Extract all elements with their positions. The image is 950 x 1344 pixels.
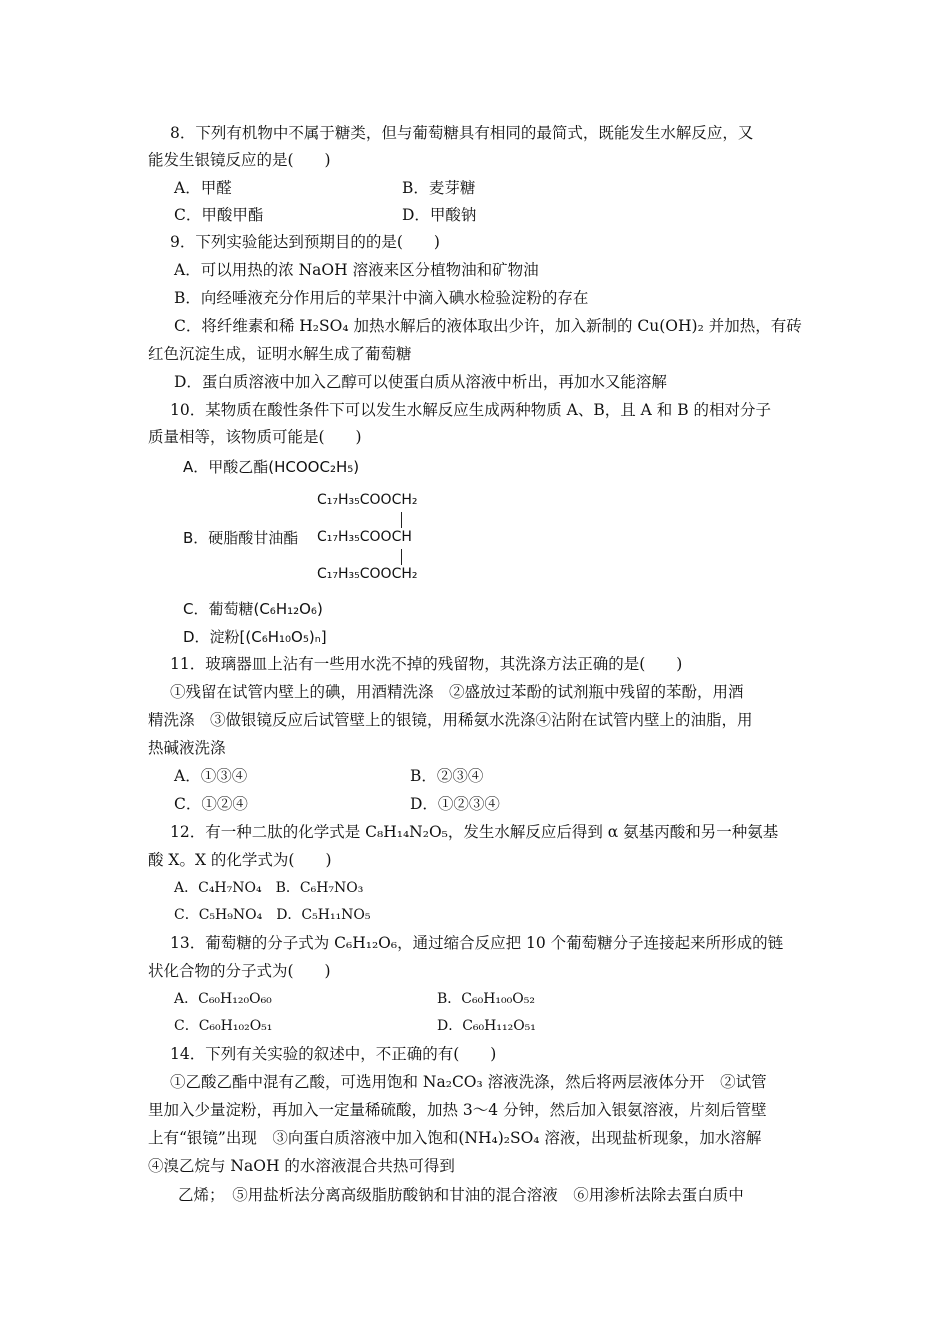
q9-option-c-line2: 红色沉淀生成，证明水解生成了葡萄糖 [148,345,412,363]
q10-stem-line2: 质量相等，该物质可能是( ) [148,428,362,446]
q8-stem-line1: 8．下列有机物中不属于糖类，但与葡萄糖具有相同的最简式，既能发生水解反应，又 [170,124,754,142]
q14-text-line5: 乙烯； ⑤用盐析法分离高级脂肪酸钠和甘油的混合溶液 ⑥用渗析法除去蛋白质中 [178,1186,744,1204]
q11-stem: 11．玻璃器皿上沾有一些用水洗不掉的残留物，其洗涤方法正确的是( ) [170,655,683,673]
q14-stem: 14．下列有关实验的叙述中，不正确的有( ) [170,1045,497,1063]
q14-text-line3: 上有“银镜”出现 ③向蛋白质溶液中加入饱和(NH₄)₂SO₄ 溶液，出现盐析现象，加水溶解 [148,1129,762,1147]
q11-text-line3: 热碱液洗涤 [148,739,226,757]
structure-line2: C₁₇H₃₅COOCH [317,529,412,545]
q14-text-line4: ④溴乙烷与 NaOH 的水溶液混合共热可得到 [148,1157,455,1175]
q8-option-d: D．甲酸钠 [402,206,477,224]
q9-option-a: A．可以用热的浓 NaOH 溶液来区分植物油和矿物油 [174,261,539,279]
q11-option-a: A．①③④ [174,767,248,785]
q10-option-d: D．淀粉[(C₆H₁₀O₅)ₙ] [183,628,327,646]
q9-option-b: B．向经唾液充分作用后的苹果汁中滴入碘水检验淀粉的存在 [174,289,589,307]
q8-stem-line2: 能发生银镜反应的是( ) [148,151,331,169]
structure-line3: C₁₇H₃₅COOCH₂ [317,566,418,582]
q10-option-a: A．甲酸乙酯(HCOOC₂H₅) [183,458,360,476]
q8-option-a: A．甲醛 [174,179,232,197]
q12-options-ab: A．C₄H₇NO₄ B．C₆H₇NO₃ [174,880,364,896]
q9-option-d: D．蛋白质溶液中加入乙醇可以使蛋白质从溶液中析出，再加水又能溶解 [174,373,667,391]
q13-option-c: C．C₆₀H₁₀₂O₅₁ [174,1018,273,1034]
q10-option-b-label: B．硬脂酸甘油酯 [183,529,299,547]
q9-stem: 9．下列实验能达到预期目的的是( ) [170,233,440,251]
q11-option-d: D．①②③④ [410,795,500,813]
q13-stem-line2: 状化合物的分子式为( ) [148,962,331,980]
structure-bond-2 [401,549,402,565]
q9-option-c-line1: C．将纤维素和稀 H₂SO₄ 加热水解后的液体取出少许，加入新制的 Cu(OH)₂ 并加热，有砖 [174,317,802,335]
q13-option-d: D．C₆₀H₁₁₂O₅₁ [437,1018,536,1034]
q13-option-a: A．C₆₀H₁₂₀O₆₀ [174,991,272,1007]
q11-option-c: C．①②④ [174,795,248,813]
q8-option-b: B．麦芽糖 [402,179,476,197]
q13-option-b: B．C₆₀H₁₀₀O₅₂ [437,991,535,1007]
q11-text-line1: ①残留在试管内壁上的碘，用酒精洗涤 ②盛放过苯酚的试剂瓶中残留的苯酚，用酒 [170,683,744,701]
q12-options-cd: C．C₅H₉NO₄ D．C₅H₁₁NO₅ [174,907,371,923]
structure-line1: C₁₇H₃₅COOCH₂ [317,492,418,508]
q10-option-c: C．葡萄糖(C₆H₁₂O₆) [183,600,323,618]
q13-stem-line1: 13．葡萄糖的分子式为 C₆H₁₂O₆，通过缩合反应把 10 个葡萄糖分子连接起来所形成的链 [170,934,784,952]
q8-option-c: C．甲酸甲酯 [174,206,264,224]
structure-bond-1 [401,512,402,528]
q11-option-b: B．②③④ [410,767,484,785]
q12-stem-line2: 酸 X。X 的化学式为( ) [148,851,332,869]
q10-stem-line1: 10．某物质在酸性条件下可以发生水解反应生成两种物质 A、B，且 A 和 B 的相对分子 [170,401,772,419]
q14-text-line1: ①乙酸乙酯中混有乙酸，可选用饱和 Na₂CO₃ 溶液洗涤，然后将两层液体分开 ②试管 [170,1073,767,1091]
q11-text-line2: 精洗涤 ③做银镜反应后试管壁上的银镜，用稀氨水洗涤④沾附在试管内壁上的油脂，用 [148,711,753,729]
q14-text-line2: 里加入少量淀粉，再加入一定量稀硫酸，加热 3～4 分钟，然后加入银氨溶液，片刻后管壁 [148,1101,767,1119]
q12-stem-line1: 12．有一种二肽的化学式是 C₈H₁₄N₂O₅，发生水解反应后得到 α 氨基丙酸和另一种氨基 [170,823,779,841]
